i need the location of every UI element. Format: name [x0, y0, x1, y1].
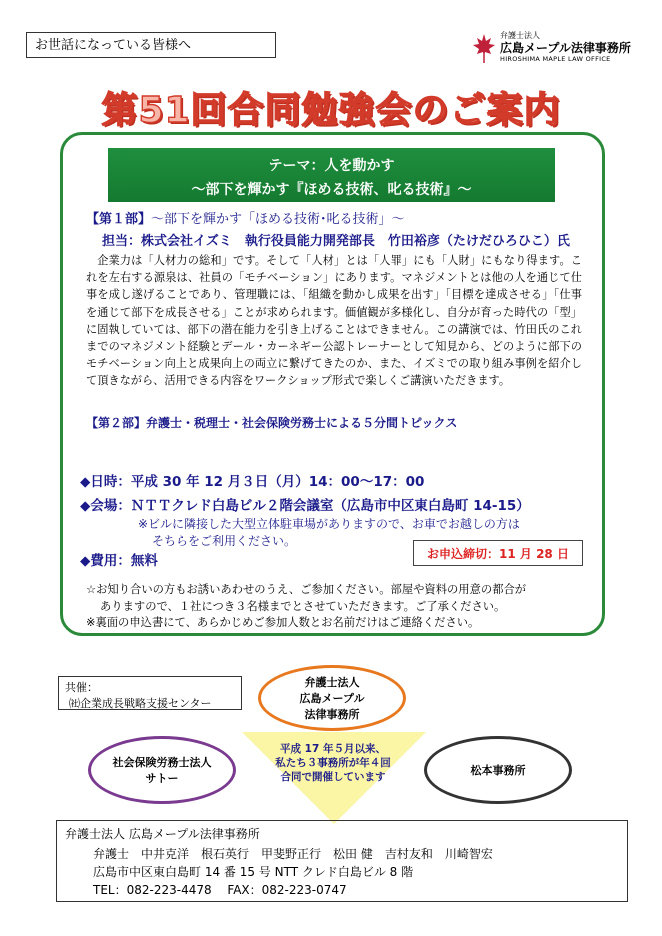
page-title: 第51回合同勉強会のご案内 — [101, 90, 561, 131]
co-sponsor-name: ㈳企業成長戦略支援センター — [69, 697, 212, 710]
part2-heading: 【第２部】弁護士・税理士・社会保険労務士による５分間トピックス — [86, 416, 458, 430]
lecture-description: 企業力は「人材力の総和」です。そして「人材」とは「人罪」にも「人財」にもなり得ます。これを左右する源泉は、社員の「モチベーション」にあります。マネジメントとは他の人を通じて仕事を成し遂げることであり、管理職には、「組織を動かし成果を出す」「目標を達成させる」「仕事を通じて部下を成長させる」ことが求められます。価値観が多様化し、自分が育った時代の「型」に固執していては、部下の潜在能力を引き上げることはできません。この講演では、竹田氏のこれまでのマネジメント経験とデール・カーネギー公認トレーナーとして知見から、どのように部下のモチベーション向上と成果向上の両立に繋げてきたのか、また、イズミでの取り組み事例を紹介して頂きながら、活用できる内容をワークショップ形式で楽しくご講演いただきます。 — [86, 254, 582, 388]
theme-line2: ～部下を輝かす『ほめる技術、叱る技術』～ — [191, 182, 472, 198]
deadline-badge: お申込締切：11 月 28 日 — [413, 540, 583, 566]
part1-title: ～部下を輝かす「ほめる技術･叱る技術」～ — [151, 212, 405, 227]
footer-office-name: 弁護士法人 広島メープル法律事務所 — [65, 827, 260, 841]
oval-text: 松本事務所 — [470, 764, 526, 777]
oval-maple-law — [258, 665, 406, 731]
oval-text: サトー — [145, 772, 179, 785]
event-fee: ◆費用：無料 — [80, 553, 158, 569]
greeting-box: お世話になっている皆様へ — [26, 32, 276, 58]
maple-leaf-icon — [472, 33, 496, 63]
theme-banner — [108, 148, 555, 202]
part1-heading — [86, 208, 405, 227]
logo-name: 広島メープル法律事務所 — [500, 41, 631, 55]
co-sponsor-box — [58, 676, 242, 710]
footer-phone: TEL：082-223-4478 FAX：082-223-0747 — [93, 883, 347, 897]
note-line: ※裏面の申込書にて、あらかじめご参加人数とお名前だけはご連絡ください。 — [86, 616, 480, 629]
office-logo — [472, 30, 640, 66]
parking-note-line1: ※ビルに隣接した大型立体駐車場がありますので、お車でお越しの方は — [138, 517, 520, 531]
oval-text: 社会保険労務士法人 — [112, 756, 212, 769]
parking-note-line2: そちらをご利用ください。 — [152, 534, 297, 548]
cooperation-line: 私たち３事務所が年４回 — [275, 757, 391, 769]
logo-english: HIROSHIMA MAPLE LAW OFFICE — [500, 55, 611, 63]
theme-line1: テーマ：人を動かす — [268, 158, 395, 174]
cooperation-line: 合同で開催しています — [280, 771, 386, 783]
note-line: ありますので、１社につき３名様までとさせていただきます。ご了承ください。 — [100, 599, 506, 613]
logo-small-text: 弁護士法人 — [500, 31, 540, 40]
cooperation-text — [266, 742, 400, 784]
note-line: ☆お知り合いの方もお誘いあわせのうえ、ご参加ください。部屋や資料の用意の都合が — [86, 583, 527, 596]
part1-label: 【第１部】 — [86, 212, 152, 227]
oval-text: 広島メープル — [299, 692, 365, 705]
oval-text: 法律事務所 — [304, 708, 360, 721]
oval-matsumoto — [424, 736, 572, 804]
speaker-line: 担当：株式会社イズミ 執行役員能力開発部長 竹田裕彦（たけだひろひこ）氏 — [102, 234, 570, 249]
cooperation-line: 平成 17 年５月以来、 — [280, 743, 386, 755]
event-venue: ◆会場：ＮＴＴクレド白島ビル２階会議室（広島市中区東白島町 14-15） — [80, 498, 530, 514]
footer-box — [56, 820, 628, 902]
notes-block — [86, 582, 526, 632]
footer-address: 広島市中区東白島町 14 番 15 号 NTT クレド白島ビル 8 階 — [93, 865, 414, 879]
event-datetime: ◆日時：平成 30 年 12 月３日（月）14：00～17：00 — [80, 474, 425, 490]
oval-sato — [88, 736, 236, 804]
oval-text: 弁護士法人 — [304, 676, 360, 689]
co-sponsor-label: 共催： — [65, 681, 98, 694]
footer-lawyers: 弁護士 中井克洋 根石英行 甲斐野正行 松田 健 吉村友和 川崎智宏 — [93, 847, 493, 861]
